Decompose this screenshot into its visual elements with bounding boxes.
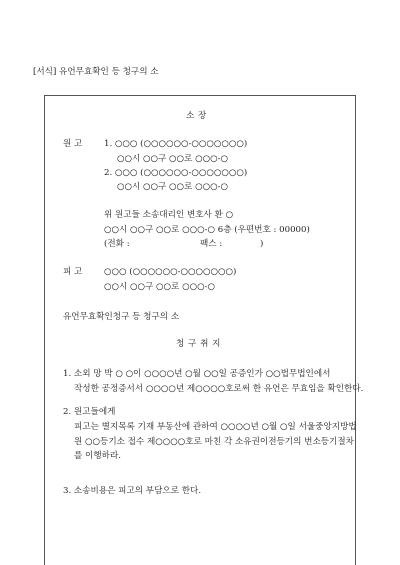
claim-2-line-1: 피고는 별지목록 기재 부동산에 관하여 ○○○○년 ○월 ○일 서울중앙지방법: [74, 422, 357, 432]
claim-2-line-2: 원 ○○등기소 접수 제○○○○호로 마친 각 소유권이전등기의 번소등기절차: [74, 437, 354, 447]
attorney-line: 위 원고들 소송대리인 변호사 환 ○: [104, 210, 234, 220]
claim-1-line-1: 1. 소외 망 박 ○ ○이 ○○○○년 ○월 ○○일 공증인가 ○○법무법인에서: [63, 369, 331, 379]
defendant-label: 피 고: [63, 267, 83, 277]
plaintiff-1-address: ○○시 ○○구 ○○로 ○○○-○: [117, 154, 228, 164]
attorney-address: ○○시 ○○구 ○○로 ○○○-○ 6층 (우편번호 : 00000): [104, 225, 310, 235]
attorney-close-paren: ): [260, 239, 264, 249]
attorney-fax-label: 팩스 :: [200, 239, 223, 249]
claim-3: 3. 소송비용은 피고의 부담으로 한다.: [63, 486, 202, 496]
document-title: 소 장: [186, 111, 207, 121]
plaintiff-1-name: 1. ○○○ (○○○○○○-○○○○○○○): [104, 139, 248, 149]
plaintiff-2-name: 2. ○○○ (○○○○○○-○○○○○○○): [104, 168, 248, 178]
claim-2-heading: 2. 원고들에게: [63, 407, 116, 417]
claim-1-line-2: 작성한 공정증서서 ○○○○년 제○○○○호로써 한 유언은 무효임을 확인한다.: [74, 384, 364, 394]
claim-heading: 청 구 취 지: [176, 339, 221, 349]
defendant-address: ○○시 ○○구 ○○로 ○○○-○: [104, 282, 215, 292]
claim-2-line-3: 를 이행하라.: [74, 451, 121, 461]
defendant-name: ○○○ (○○○○○○-○○○○○○○): [104, 267, 237, 277]
plaintiff-label: 원 고: [63, 139, 83, 149]
plaintiff-2-address: ○○시 ○○구 ○○로 ○○○-○: [117, 182, 228, 192]
attorney-phone-label: (전화 :: [104, 239, 130, 249]
case-name: 유언무효확인청구 등 청구의 소: [63, 312, 180, 322]
form-caption: [서식] 유언무효확인 등 청구의 소: [33, 67, 159, 77]
